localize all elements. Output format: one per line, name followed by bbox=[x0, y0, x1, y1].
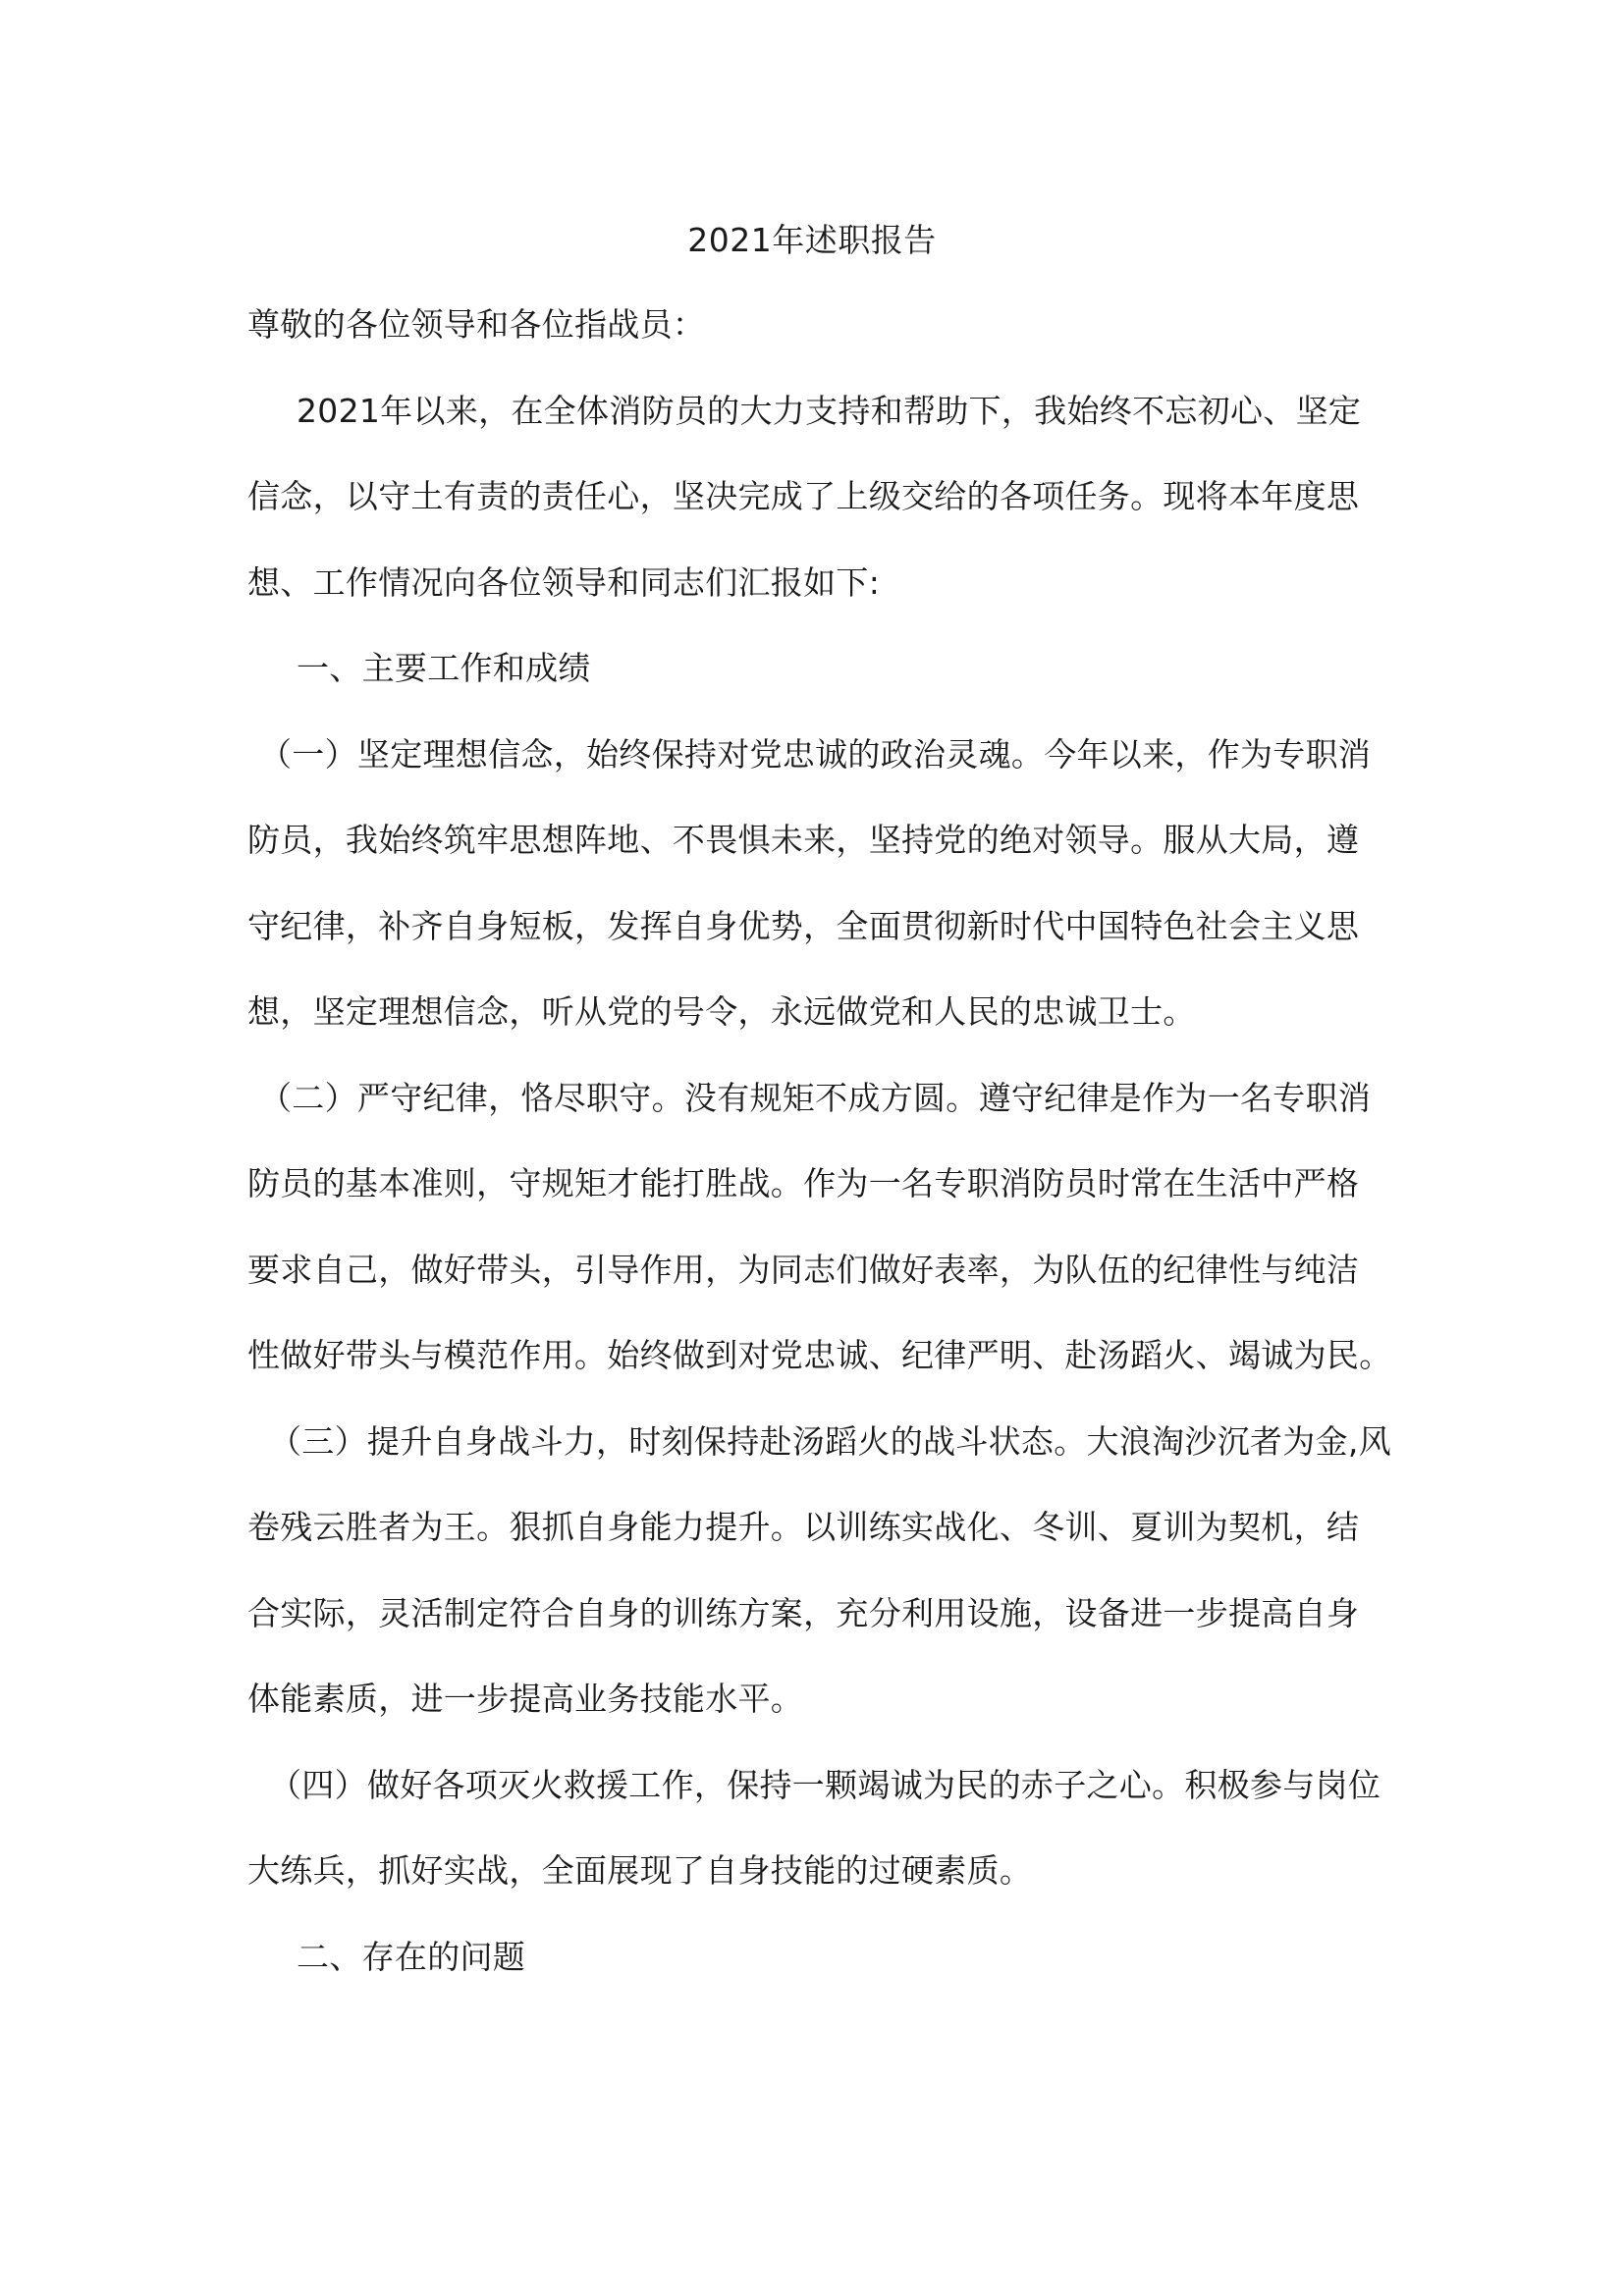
section-heading-text: 二、存在的问题 bbox=[297, 1937, 526, 1976]
item-1-paragraph bbox=[247, 712, 1377, 1055]
item-2-paragraph bbox=[247, 1055, 1392, 1399]
intro-line: 2021年以来，在全体消防员的大力支持和帮助下，我始终不忘初心、坚定 bbox=[297, 391, 1362, 430]
item-line: （四）做好各项灭火救援工作，保持一颗竭诚为民的赤子之心。积极参与岗位 bbox=[269, 1765, 1381, 1804]
item-line: 性做好带头与模范作用。始终做到对党忠诚、纪律严明、赴汤蹈火、竭诚为民。 bbox=[247, 1336, 1392, 1374]
item-3-paragraph bbox=[247, 1399, 1391, 1742]
intro-line: 想、工作情况向各位领导和同志们汇报如下: bbox=[247, 562, 881, 602]
salutation bbox=[247, 282, 1377, 368]
item-line: （一）坚定理想信念，始终保持对党忠诚的政治灵魂。今年以来，作为专职消 bbox=[259, 734, 1372, 774]
item-line: 大练兵，抓好实战，全面展现了自身技能的过硬素质。 bbox=[247, 1851, 1033, 1890]
section-heading-text: 一、主要工作和成绩 bbox=[297, 649, 591, 687]
item-line: （二）严守纪律，恪尽职守。没有规矩不成方圆。遵守纪律是作为一名专职消 bbox=[259, 1078, 1372, 1117]
item-line: 要求自己，做好带头，引导作用，为同志们做好表率，为队伍的纪律性与纯洁 bbox=[247, 1250, 1360, 1289]
document-title: 2021年述职报告 bbox=[687, 221, 937, 259]
item-line: 防员，我始终筑牢思想阵地、不畏惧未来，坚持党的绝对领导。服从大局，遵 bbox=[247, 821, 1360, 859]
section-heading-2 bbox=[247, 1914, 1377, 2001]
item-line: 卷残云胜者为王。狠抓自身能力提升。以训练实战化、冬训、夏训为契机，结 bbox=[247, 1508, 1360, 1546]
salutation-line: 尊敬的各位领导和各位指战员： bbox=[247, 305, 706, 344]
item-line: （三）提升自身战斗力，时刻保持赴汤蹈火的战斗状态。大浪淘沙沉者为金,风 bbox=[269, 1421, 1391, 1461]
item-line: 合实际，灵活制定符合自身的训练方案，充分利用设施，设备进一步提高自身 bbox=[247, 1593, 1360, 1632]
document-body bbox=[247, 221, 1392, 2000]
item-4-paragraph bbox=[247, 1742, 1381, 1914]
item-line: 防员的基本准则，守规矩才能打胜战。作为一名专职消防员时常在生活中严格 bbox=[247, 1164, 1360, 1202]
item-line: 体能素质，进一步提高业务技能水平。 bbox=[247, 1680, 804, 1718]
item-line: 想，坚定理想信念，听从党的号令，永远做党和人民的忠诚卫士。 bbox=[247, 992, 1196, 1031]
item-line: 守纪律，补齐自身短板，发挥自身优势，全面贯彻新时代中国特色社会主义思 bbox=[247, 906, 1360, 945]
intro-paragraph bbox=[247, 368, 1377, 626]
section-heading-1 bbox=[247, 625, 1377, 712]
intro-line: 信念，以守土有责的责任心，坚决完成了上级交给的各项任务。现将本年度思 bbox=[247, 477, 1360, 515]
